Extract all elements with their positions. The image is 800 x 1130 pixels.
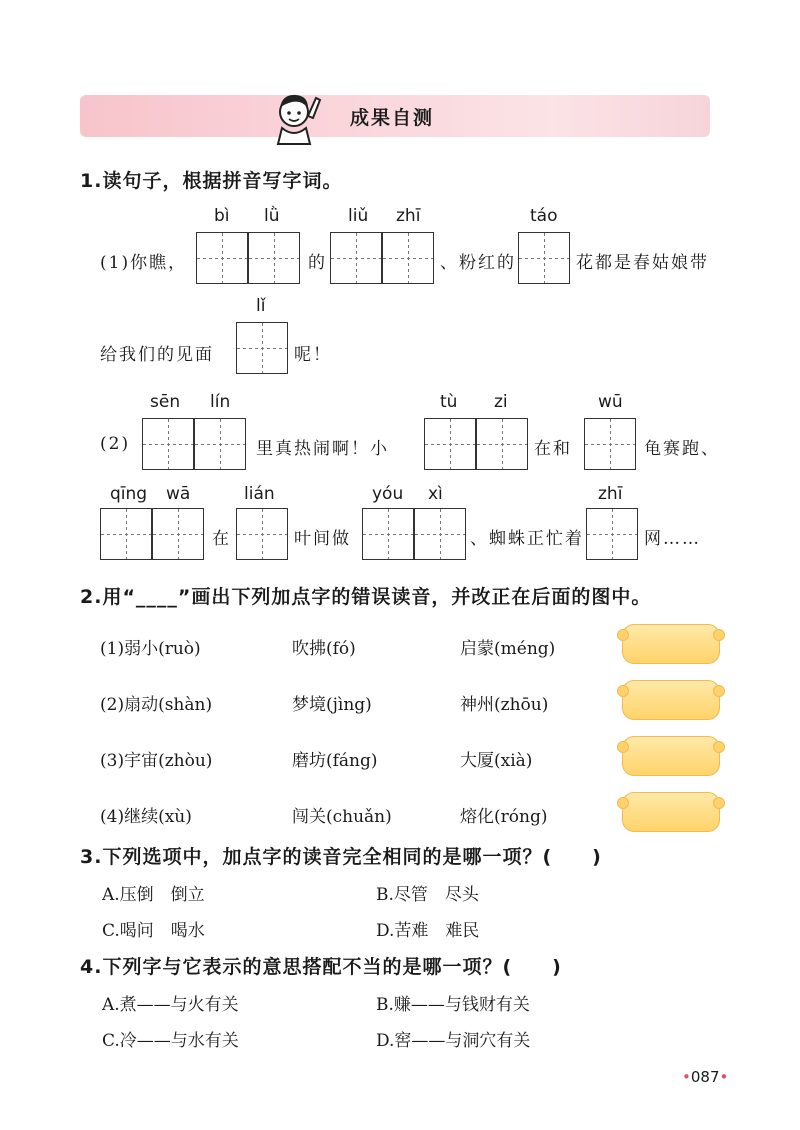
word-item: 吹拂(fó) bbox=[292, 639, 356, 659]
writing-box[interactable] bbox=[362, 508, 414, 560]
option-c[interactable]: C.喝问 喝水 bbox=[102, 921, 205, 941]
tiger-answer-icon[interactable] bbox=[622, 736, 720, 776]
pinyin: tù bbox=[440, 392, 458, 412]
pinyin: qīng bbox=[110, 484, 148, 504]
writing-box[interactable] bbox=[382, 232, 434, 284]
sentence-text: 给我们的见面 bbox=[100, 345, 214, 365]
question-2-title: 2.用“____”画出下列加点字的错误读音，并改正在后面的图中。 bbox=[80, 586, 652, 608]
pinyin: lián bbox=[244, 484, 275, 504]
sentence-text: 在 bbox=[212, 529, 231, 549]
writing-box[interactable] bbox=[196, 232, 248, 284]
pinyin: lǜ bbox=[264, 206, 280, 226]
sentence-text: 里真热闹啊！小 bbox=[256, 439, 389, 459]
word-item: (3)宇宙(zhòu) bbox=[100, 751, 213, 771]
sentence-text: 的 bbox=[308, 253, 327, 273]
sentence-text: 、粉红的 bbox=[440, 253, 516, 273]
sentence-text: 花都是春姑娘带 bbox=[576, 253, 709, 273]
dot-icon: • bbox=[719, 1068, 729, 1086]
word-item: (4)继续(xù) bbox=[100, 807, 192, 827]
writing-box[interactable] bbox=[414, 508, 466, 560]
page-number bbox=[682, 1068, 728, 1086]
writing-box[interactable] bbox=[518, 232, 570, 284]
writing-box[interactable] bbox=[248, 232, 300, 284]
word-item: 闯关(chuǎn) bbox=[292, 807, 392, 827]
pinyin: zhī bbox=[396, 206, 421, 226]
writing-box[interactable] bbox=[424, 418, 476, 470]
writing-box[interactable] bbox=[584, 418, 636, 470]
sentence-label: (1)你瞧， bbox=[100, 253, 188, 273]
word-item: 熔化(róng) bbox=[460, 807, 548, 827]
word-item: 神州(zhōu) bbox=[460, 695, 549, 715]
question-1-title: 1.读句子，根据拼音写字词。 bbox=[80, 170, 343, 192]
sentence-text: 呢！ bbox=[294, 345, 332, 365]
word-item: 梦境(jìng) bbox=[292, 695, 372, 715]
word-item: (1)弱小(ruò) bbox=[100, 639, 201, 659]
writing-box[interactable] bbox=[236, 508, 288, 560]
option-a[interactable]: A.煮——与火有关 bbox=[102, 995, 239, 1015]
pinyin: wā bbox=[166, 484, 191, 504]
pinyin: táo bbox=[530, 206, 558, 226]
page-title: 成果自测 bbox=[350, 107, 435, 129]
pinyin: yóu bbox=[372, 484, 404, 504]
option-d[interactable]: D.苦难 难民 bbox=[376, 921, 480, 941]
option-b[interactable]: B.尽管 尽头 bbox=[376, 885, 479, 905]
word-item: (2)扇动(shàn) bbox=[100, 695, 213, 715]
page-number-text: 087 bbox=[690, 1068, 720, 1086]
writing-box[interactable] bbox=[330, 232, 382, 284]
word-item: 启蒙(méng) bbox=[460, 639, 556, 659]
dot-icon: • bbox=[682, 1068, 691, 1086]
writing-box[interactable] bbox=[236, 322, 288, 374]
pinyin: bì bbox=[214, 206, 230, 226]
option-d[interactable]: D.窖——与洞穴有关 bbox=[376, 1031, 531, 1051]
sentence-text: 网…… bbox=[644, 529, 701, 549]
pinyin: lín bbox=[210, 392, 231, 412]
pinyin: sēn bbox=[150, 392, 181, 412]
tiger-answer-icon[interactable] bbox=[622, 680, 720, 720]
question-3-title: 3.下列选项中，加点字的读音完全相同的是哪一项？( ) bbox=[80, 846, 602, 868]
pinyin: liǔ bbox=[348, 206, 369, 226]
writing-box[interactable] bbox=[194, 418, 246, 470]
tiger-answer-icon[interactable] bbox=[622, 624, 720, 664]
tiger-answer-icon[interactable] bbox=[622, 792, 720, 832]
sentence-text: 龟赛跑、 bbox=[644, 439, 720, 459]
sentence-label: (2) bbox=[100, 434, 131, 454]
writing-box[interactable] bbox=[586, 508, 638, 560]
writing-box[interactable] bbox=[476, 418, 528, 470]
pinyin: zi bbox=[494, 392, 508, 412]
writing-box[interactable] bbox=[100, 508, 152, 560]
pinyin: lǐ bbox=[256, 296, 266, 316]
option-c[interactable]: C.冷——与水有关 bbox=[102, 1031, 239, 1051]
word-item: 大厦(xià) bbox=[460, 751, 533, 771]
pinyin: wū bbox=[598, 392, 623, 412]
sentence-text: 、蜘蛛正忙着 bbox=[470, 529, 584, 549]
option-a[interactable]: A.压倒 倒立 bbox=[102, 885, 205, 905]
pinyin: xì bbox=[428, 484, 443, 504]
boy-mascot-icon bbox=[268, 86, 328, 146]
option-b[interactable]: B.赚——与钱财有关 bbox=[376, 995, 530, 1015]
sentence-text: 叶间做 bbox=[294, 529, 351, 549]
word-item: 磨坊(fáng) bbox=[292, 751, 378, 771]
writing-box[interactable] bbox=[142, 418, 194, 470]
question-4-title: 4.下列字与它表示的意思搭配不当的是哪一项？( ) bbox=[80, 956, 562, 978]
sentence-text: 在和 bbox=[534, 439, 572, 459]
pinyin: zhī bbox=[598, 484, 623, 504]
writing-box[interactable] bbox=[152, 508, 204, 560]
